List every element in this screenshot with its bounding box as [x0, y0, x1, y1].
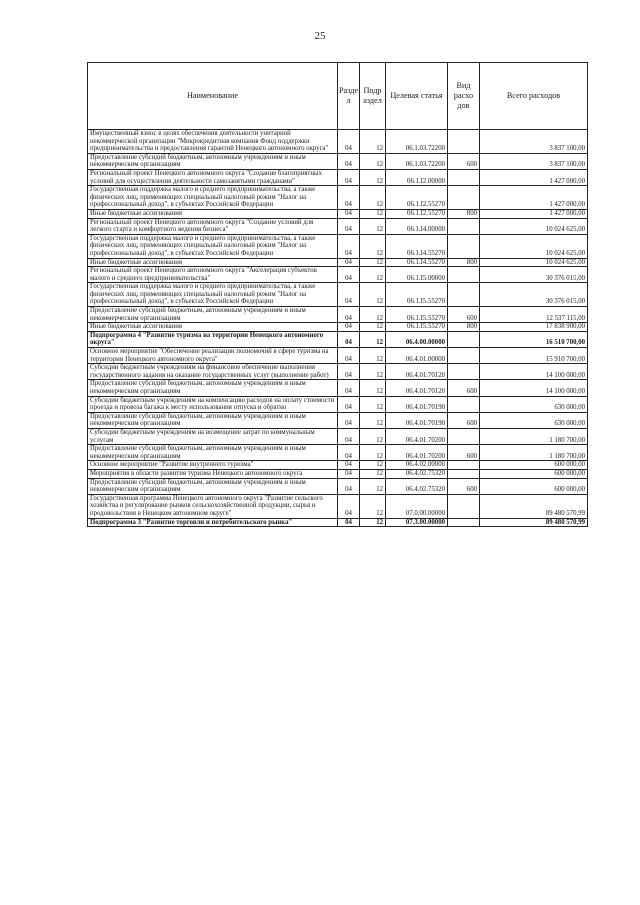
cell-total: 1 427 000,00: [480, 169, 588, 185]
cell-name: Имущественный взнос в целях обеспечения деятельности унитарной некоммерческой организации "Микрокредитная компания Фонд поддержки предпринимательства и предоставления гарантий Ненецкого автономного округа": [88, 130, 338, 154]
cell-total: 1 427 000,00: [480, 186, 588, 210]
cell-section: 04: [338, 478, 360, 494]
cell-total: 600 000,00: [480, 461, 588, 470]
cell-subsection: 12: [360, 283, 386, 307]
cell-subsection: 12: [360, 428, 386, 444]
cell-subsection: 12: [360, 186, 386, 210]
cell-subsection: 12: [360, 307, 386, 323]
cell-name: Предоставление субсидий бюджетным, автономным учреждениям и иным некоммерческим организациям: [88, 307, 338, 323]
cell-subsection: 12: [360, 380, 386, 396]
cell-section: 04: [338, 364, 360, 380]
cell-type: 800: [448, 323, 480, 332]
cell-name: Государственная поддержка малого и среднего предпринимательства, а также физических лиц, применяющих специальный налоговый режим "Налог на профессиональный доход", в субъектах Российской Федерации: [88, 234, 338, 258]
cell-target: 06.1.I2.55270: [386, 186, 448, 210]
cell-section: 04: [338, 209, 360, 218]
table-row: [88, 380, 588, 396]
cell-target: 06.4.01.70200: [386, 445, 448, 461]
header-subsection: Подр аздел: [360, 63, 386, 130]
cell-target: 06.1.03.72200: [386, 130, 448, 154]
table-row: [88, 428, 588, 444]
cell-name: Предоставление субсидий бюджетным, автономным учреждениям и иным некоммерческим организациям: [88, 445, 338, 461]
cell-subsection: 12: [360, 518, 386, 527]
cell-target: 06.1.I5.55270: [386, 323, 448, 332]
cell-target: 06.4.02.75320: [386, 469, 448, 478]
cell-subsection: 12: [360, 169, 386, 185]
cell-target: 06.1.I4.55270: [386, 258, 448, 267]
cell-name: Субсидии бюджетным учреждениям на компенсацию расходов на оплату стоимости проезда и провоза багажа к месту использования отпуска и обратно: [88, 396, 338, 412]
cell-name: Подпрограмма 3 "Развитие торговли и потребительского рынка": [88, 518, 338, 527]
cell-section: 04: [338, 267, 360, 283]
header-target: Целевая статья: [386, 63, 448, 130]
cell-section: 04: [338, 234, 360, 258]
cell-total: 600 000,00: [480, 478, 588, 494]
cell-name: Субсидии бюджетным учреждениям на финансовое обеспечение выполнения государственного задания на оказание государственных услуг (выполнение работ): [88, 364, 338, 380]
cell-name: Региональный проект Ненецкого автономного округа "Акселерация субъектов малого и среднего предпринимательства": [88, 267, 338, 283]
cell-type: 600: [448, 412, 480, 428]
table-row: [88, 209, 588, 218]
cell-total: 89 480 570,99: [480, 494, 588, 518]
cell-section: 04: [338, 348, 360, 364]
cell-total: 30 376 015,00: [480, 283, 588, 307]
header-name: Наименование: [88, 63, 338, 130]
cell-target: 06.4.01.70200: [386, 428, 448, 444]
cell-target: 06.1.I5.55270: [386, 307, 448, 323]
cell-name: Иные бюджетные ассигнования: [88, 258, 338, 267]
cell-type: 800: [448, 209, 480, 218]
cell-type: [448, 130, 480, 154]
cell-section: 04: [338, 518, 360, 527]
cell-section: 04: [338, 258, 360, 267]
cell-section: 04: [338, 153, 360, 169]
cell-section: 04: [338, 412, 360, 428]
budget-table: [87, 62, 588, 527]
cell-type: [448, 518, 480, 527]
table-row: [88, 494, 588, 518]
cell-section: 04: [338, 186, 360, 210]
cell-section: 04: [338, 323, 360, 332]
cell-subsection: 12: [360, 153, 386, 169]
cell-total: 16 510 700,00: [480, 331, 588, 347]
cell-total: 10 024 625,00: [480, 218, 588, 234]
cell-total: 17 838 900,00: [480, 323, 588, 332]
cell-type: [448, 234, 480, 258]
cell-type: 800: [448, 258, 480, 267]
cell-subsection: 12: [360, 348, 386, 364]
table-row: [88, 130, 588, 154]
cell-subsection: 12: [360, 469, 386, 478]
cell-section: 04: [338, 307, 360, 323]
cell-type: [448, 461, 480, 470]
cell-type: 600: [448, 153, 480, 169]
cell-name: Предоставление субсидий бюджетным, автономным учреждениям и иным некоммерческим организациям: [88, 478, 338, 494]
cell-type: [448, 331, 480, 347]
cell-name: Мероприятия в области развития туризма Ненецкого автономного округа: [88, 469, 338, 478]
cell-total: 1 180 700,00: [480, 428, 588, 444]
cell-section: 04: [338, 169, 360, 185]
cell-subsection: 12: [360, 209, 386, 218]
table-row: [88, 153, 588, 169]
cell-subsection: 12: [360, 218, 386, 234]
cell-target: 06.4.01.70120: [386, 364, 448, 380]
header-section: Разде л: [338, 63, 360, 130]
cell-type: [448, 186, 480, 210]
cell-subsection: 12: [360, 267, 386, 283]
cell-target: 06.1.I5.00000: [386, 267, 448, 283]
cell-name: Региональный проект Ненецкого автономного округа "Создание условий для легкого старта и комфортного ведения бизнеса": [88, 218, 338, 234]
cell-target: 06.4.01.70190: [386, 412, 448, 428]
table-row: [88, 234, 588, 258]
cell-type: 600: [448, 445, 480, 461]
cell-section: 04: [338, 331, 360, 347]
cell-type: [448, 283, 480, 307]
cell-name: Предоставление субсидий бюджетным, автономным учреждениям и иным некоммерческим организациям: [88, 380, 338, 396]
cell-name: Иные бюджетные ассигнования: [88, 209, 338, 218]
cell-type: [448, 218, 480, 234]
cell-subsection: 12: [360, 461, 386, 470]
cell-name: Подпрограмма 4 "Развитие туризма на территории Ненецкого автономного округа": [88, 331, 338, 347]
cell-target: 06.4.00.00000: [386, 331, 448, 347]
cell-subsection: 12: [360, 234, 386, 258]
table-row: [88, 396, 588, 412]
cell-type: [448, 169, 480, 185]
cell-total: 1 180 700,00: [480, 445, 588, 461]
cell-section: 04: [338, 380, 360, 396]
table-row: [88, 478, 588, 494]
cell-type: 600: [448, 307, 480, 323]
cell-name: Основное мероприятие "Развитие внутреннего туризма": [88, 461, 338, 470]
table-row: [88, 307, 588, 323]
cell-target: 07.3.00.00000: [386, 518, 448, 527]
cell-type: 600: [448, 380, 480, 396]
cell-total: 600 000,00: [480, 469, 588, 478]
cell-section: 04: [338, 130, 360, 154]
cell-target: 06.1.I4.00000: [386, 218, 448, 234]
table-header-row: [88, 63, 588, 130]
cell-section: 04: [338, 428, 360, 444]
cell-target: 06.1.03.72200: [386, 153, 448, 169]
cell-target: 06.4.01.00000: [386, 348, 448, 364]
table-row: [88, 331, 588, 347]
table-row: [88, 218, 588, 234]
cell-total: 89 480 570,99: [480, 518, 588, 527]
table-row: [88, 348, 588, 364]
cell-section: 04: [338, 494, 360, 518]
table-row: [88, 258, 588, 267]
cell-type: 600: [448, 478, 480, 494]
cell-name: Государственная поддержка малого и среднего предпринимательства, а также физических лиц, применяющих специальный налоговый режим "Налог на профессиональный доход", в субъектах Российской Федерации: [88, 283, 338, 307]
cell-target: 06.1.I4.55270: [386, 234, 448, 258]
cell-target: 06.4.01.70120: [386, 380, 448, 396]
cell-target: 06.4.01.70190: [386, 396, 448, 412]
cell-type: [448, 428, 480, 444]
cell-type: [448, 494, 480, 518]
cell-subsection: 12: [360, 130, 386, 154]
cell-total: 15 910 700,00: [480, 348, 588, 364]
cell-total: 3 837 100,00: [480, 130, 588, 154]
table-row: [88, 364, 588, 380]
table-row: [88, 412, 588, 428]
cell-subsection: 12: [360, 258, 386, 267]
table-row: [88, 445, 588, 461]
cell-total: 14 100 000,00: [480, 364, 588, 380]
table-row: [88, 186, 588, 210]
cell-total: 3 837 100,00: [480, 153, 588, 169]
cell-subsection: 12: [360, 412, 386, 428]
cell-section: 04: [338, 218, 360, 234]
cell-total: 10 024 625,00: [480, 258, 588, 267]
cell-type: [448, 348, 480, 364]
cell-name: Иные бюджетные ассигнования: [88, 323, 338, 332]
cell-subsection: 12: [360, 323, 386, 332]
cell-type: [448, 396, 480, 412]
cell-target: 07.0.00.00000: [386, 494, 448, 518]
cell-section: 04: [338, 283, 360, 307]
cell-subsection: 12: [360, 494, 386, 518]
table-row: [88, 518, 588, 527]
cell-section: 04: [338, 469, 360, 478]
cell-subsection: 12: [360, 445, 386, 461]
table-row: [88, 267, 588, 283]
cell-name: Основное мероприятие "Обеспечение реализации полномочий в сфере туризма на территории Ненецкого автономного округа": [88, 348, 338, 364]
cell-total: 630 000,00: [480, 396, 588, 412]
cell-name: Государственная поддержка малого и среднего предпринимательства, а также физических лиц, применяющих специальный налоговый режим "Налог на профессиональный доход", в субъектах Российской Федерации: [88, 186, 338, 210]
cell-type: [448, 364, 480, 380]
cell-subsection: 12: [360, 331, 386, 347]
page-number: 25: [314, 30, 326, 42]
cell-type: [448, 267, 480, 283]
cell-total: 12 537 115,00: [480, 307, 588, 323]
cell-total: 630 000,00: [480, 412, 588, 428]
cell-target: 06.4.02.00000: [386, 461, 448, 470]
cell-section: 04: [338, 445, 360, 461]
table-row: [88, 169, 588, 185]
cell-target: 06.1.I5.55270: [386, 283, 448, 307]
cell-target: 06.4.02.75320: [386, 478, 448, 494]
cell-subsection: 12: [360, 478, 386, 494]
table-row: [88, 283, 588, 307]
table-row: [88, 323, 588, 332]
cell-total: 30 376 015,00: [480, 267, 588, 283]
cell-name: Предоставление субсидий бюджетным, автономным учреждениям и иным некоммерческим организациям: [88, 153, 338, 169]
cell-total: 10 024 625,00: [480, 234, 588, 258]
cell-target: 06.1.I2.55270: [386, 209, 448, 218]
cell-type: [448, 469, 480, 478]
cell-total: 1 427 000,00: [480, 209, 588, 218]
cell-name: Государственная программа Ненецкого автономного округа "Развитие сельского хозяйства и регулирование рынков сельскохозяйственной продукции, сырья и продовольствия в Ненецком автономном округе": [88, 494, 338, 518]
cell-subsection: 12: [360, 396, 386, 412]
table-row: [88, 469, 588, 478]
cell-name: Региональный проект Ненецкого автономного округа "Создание благоприятных условий для осуществления деятельности самозанятыми гражданами": [88, 169, 338, 185]
cell-section: 04: [338, 461, 360, 470]
cell-subsection: 12: [360, 364, 386, 380]
cell-section: 04: [338, 396, 360, 412]
cell-name: Предоставление субсидий бюджетным, автономным учреждениям и иным некоммерческим организациям: [88, 412, 338, 428]
cell-target: 06.1.I2.00000: [386, 169, 448, 185]
cell-total: 14 100 000,00: [480, 380, 588, 396]
cell-name: Субсидии бюджетным учреждениям на возмещение затрат по коммунальным услугам: [88, 428, 338, 444]
header-type: Вид расхо дов: [448, 63, 480, 130]
table-row: [88, 461, 588, 470]
header-total: Всего расходов: [480, 63, 588, 130]
